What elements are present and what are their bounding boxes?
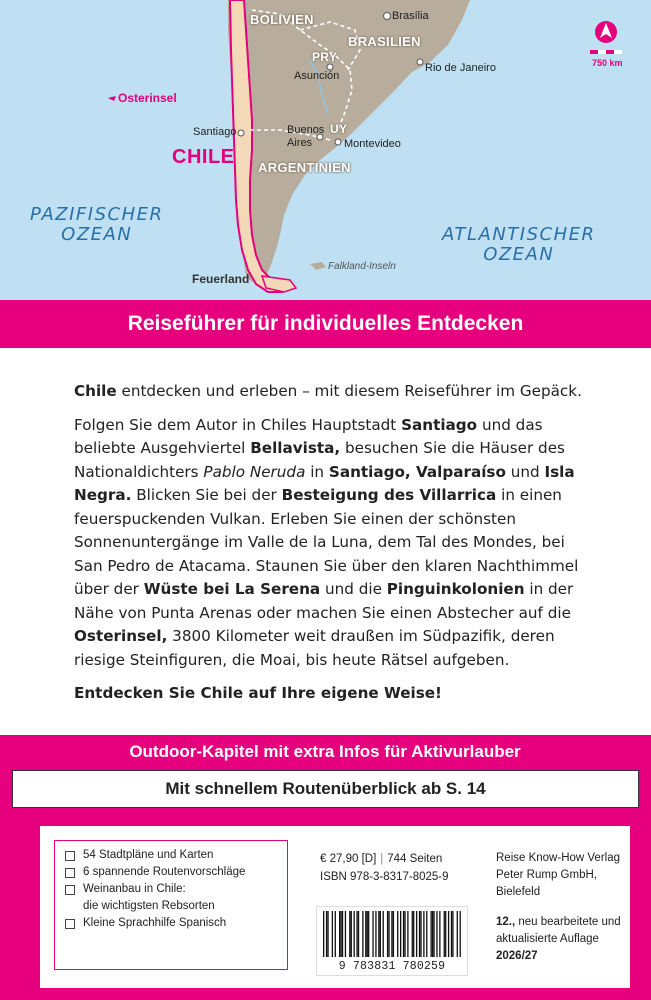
label-scale: 750 km [592, 58, 623, 68]
barcode-bar [380, 911, 381, 957]
label-atlantischer-ozean: ATLANTISCHER OZEAN [442, 224, 596, 265]
checkbox-square-icon [65, 851, 75, 861]
barcode-bar [356, 911, 357, 957]
edition-year: 2026/27 [496, 950, 538, 962]
barcode-bar [407, 911, 408, 957]
barcode-bar [420, 911, 421, 957]
description-segment: Folgen Sie dem Autor in Chiles Hauptstadt [74, 415, 402, 434]
title-banner [0, 300, 651, 348]
barcode-bar [430, 911, 431, 957]
feature-item [65, 847, 287, 864]
feature-text: Kleine Sprachhilfe Spanisch [83, 917, 227, 929]
description-segment: Wüste bei La Serena [143, 580, 321, 598]
easter-island-shape [108, 96, 116, 101]
outdoor-banner [108, 736, 542, 768]
barcode-bar [416, 911, 417, 957]
city-dot-montevideo [335, 139, 341, 145]
page-count: 744 Seiten [387, 853, 443, 865]
features-box [54, 840, 288, 970]
feature-text: Weinanbau in Chile: die wichtigsten Rebsorten [83, 883, 215, 912]
label-brasilia: Brasília [392, 10, 429, 22]
description-segment: und die [320, 580, 387, 598]
description-segment: Osterinsel, [74, 627, 168, 645]
description-segment: Santiago, Valparaíso [328, 462, 506, 481]
barcode-bar [326, 911, 327, 957]
city-dot-brasilia [384, 13, 391, 20]
label-buenos-aires: Buenos Aires [287, 124, 325, 149]
description [74, 380, 594, 716]
features-list [55, 841, 287, 932]
barcode-bar [452, 911, 453, 957]
description-segment: besuchen Sie die Häuser des Nationaldichters [74, 439, 565, 481]
description-closing [74, 682, 594, 706]
barcode [316, 906, 468, 976]
description-segment: Pablo Neruda [203, 462, 306, 481]
barcode-bar [362, 911, 363, 957]
route-text: Mit schnellem Routenüberblick ab S. 14 [165, 779, 486, 798]
banner-title: Reiseführer für individuelles Entdecken [127, 312, 524, 335]
scale-bar [590, 50, 622, 54]
feature-item [65, 881, 287, 915]
description-segment: Santiago [401, 415, 478, 434]
barcode-bar [340, 911, 341, 957]
description-segment: Pinguinkolonien [386, 580, 525, 598]
label-brasilien: BRASILIEN [348, 34, 421, 49]
publisher-line: Peter Rump GmbH, Bielefeld [496, 869, 597, 898]
price: € 27,90 [D] [320, 853, 377, 865]
barcode-bar [365, 911, 366, 957]
barcode-bar [393, 911, 394, 957]
barcode-bar [351, 911, 352, 957]
barcode-bar [378, 911, 379, 957]
label-falkland-inseln: Falkland-Inseln [328, 261, 396, 272]
barcode-bar [451, 911, 452, 957]
description-segment: Isla Negra. [74, 462, 575, 504]
feature-text: 54 Stadtpläne und Karten [83, 849, 214, 861]
edition-info [496, 914, 626, 965]
barcode-bar [432, 911, 433, 957]
barcode-bar [375, 911, 376, 957]
barcode-bar [335, 911, 336, 957]
barcode-bar [368, 911, 369, 957]
barcode-bar [354, 911, 355, 957]
label-pazifischer-ozean: PAZIFISCHER OZEAN [30, 204, 164, 245]
barcode-bar [327, 911, 328, 957]
barcode-bar [342, 911, 343, 957]
north-arrow-icon [595, 21, 617, 43]
info-panel [40, 826, 630, 988]
feature-item [65, 915, 287, 932]
description-segment: in [305, 462, 329, 481]
closing-text: Entdecken Sie Chile auf Ihre eigene Weise! [74, 684, 442, 702]
barcode-bar [332, 911, 333, 957]
label-asuncion: Asunción [294, 70, 340, 82]
label-uy: UY [330, 122, 348, 136]
map [0, 0, 651, 300]
publisher-line: Reise Know-How Verlag [496, 852, 621, 864]
description-segment: in der Nähe von Punta Arenas oder machen Sie einen Abstecher auf die [74, 580, 574, 622]
barcode-bar [444, 911, 445, 957]
barcode-bar [383, 911, 384, 957]
checkbox-square-icon [65, 919, 75, 929]
edition-text: neu bearbeitete und aktualisierte Auflage [496, 916, 621, 945]
route-overview-bar [0, 770, 651, 810]
intro-text: entdecken und erleben – mit diesem Reiseführer im Gepäck. [116, 382, 582, 400]
description-segment: Bellavista, [250, 439, 341, 457]
label-chile: CHILE [172, 146, 235, 168]
barcode-bar [400, 911, 401, 957]
label-montevideo: Montevideo [344, 138, 401, 150]
description-segment: und das beliebte Ausgehviertel [74, 415, 543, 457]
intro-bold: Chile [74, 382, 117, 400]
edition-number: 12., [496, 916, 516, 928]
description-body [74, 414, 594, 673]
barcode-bar [460, 911, 461, 957]
feature-text: 6 spannende Routenvorschläge [83, 866, 246, 878]
barcode-bar [323, 911, 324, 957]
description-segment: in einen feuerspuckenden Vulkan. Erleben Sie einen der schönsten Sonnenuntergänge im Valle de la Luna, dem Tal des Mondes, bei San Pedro de Atacama. Staunen Sie über den klaren Nachthimmel über der [74, 486, 579, 598]
barcode-bar [419, 911, 420, 957]
label-bolivien: BOLIVIEN [250, 12, 314, 27]
barcode-bar [372, 911, 373, 957]
barcode-bar [358, 911, 359, 957]
label-argentinien: ARGENTINIEN [258, 160, 351, 175]
barcode-bar [349, 911, 350, 957]
label-rio-de-janeiro: Rio de Janeiro [425, 62, 496, 74]
barcode-bar [367, 911, 368, 957]
publisher [496, 850, 626, 901]
isbn: ISBN 978-3-8317-8025-9 [320, 871, 449, 883]
falkland-shape [310, 262, 326, 270]
barcode-bar [391, 911, 392, 957]
barcode-bar [339, 911, 340, 957]
barcode-number: 9 783831 780259 [338, 960, 446, 973]
description-segment: Besteigung des Villarrica [281, 486, 497, 504]
barcode-bar [412, 911, 413, 957]
barcode-bar [413, 911, 414, 957]
barcode-bar [436, 911, 437, 957]
label-santiago: Santiago [193, 126, 237, 138]
description-segment: 3800 Kilometer weit draußen im Südpazifik, deren riesige Steinfiguren, die Moai, bis heute Rätsel aufgeben. [74, 627, 555, 669]
barcode-bar [388, 911, 389, 957]
barcode-bar [448, 911, 449, 957]
barcode-bar [404, 911, 405, 957]
barcode-bar [345, 911, 346, 957]
barcode-bar [387, 911, 388, 957]
barcode-bar [426, 911, 427, 957]
barcode-bars [323, 911, 461, 957]
price-box [320, 850, 470, 886]
checkbox-square-icon [65, 885, 75, 895]
description-segment: und [505, 462, 545, 481]
barcode-bar [423, 911, 424, 957]
barcode-bar [439, 911, 440, 957]
outdoor-text: Outdoor-Kapitel mit extra Infos für Aktivurlauber [129, 742, 521, 761]
barcode-bar [433, 911, 434, 957]
city-dot-santiago [238, 130, 244, 136]
label-osterinsel: Osterinsel [118, 91, 177, 105]
barcode-bar [457, 911, 458, 957]
price-line: € 27,90 [D] | 744 Seiten [320, 853, 443, 865]
route-box [12, 770, 639, 808]
description-intro [74, 380, 594, 404]
label-pry: PRY [312, 50, 338, 64]
city-dot-rio [417, 59, 423, 65]
checkbox-square-icon [65, 868, 75, 878]
barcode-bar [397, 911, 398, 957]
label-feuerland: Feuerland [192, 272, 250, 286]
feature-item [65, 864, 287, 881]
description-segment: Blicken Sie bei der [131, 486, 282, 504]
barcode-bar [403, 911, 404, 957]
barcode-bar [445, 911, 446, 957]
